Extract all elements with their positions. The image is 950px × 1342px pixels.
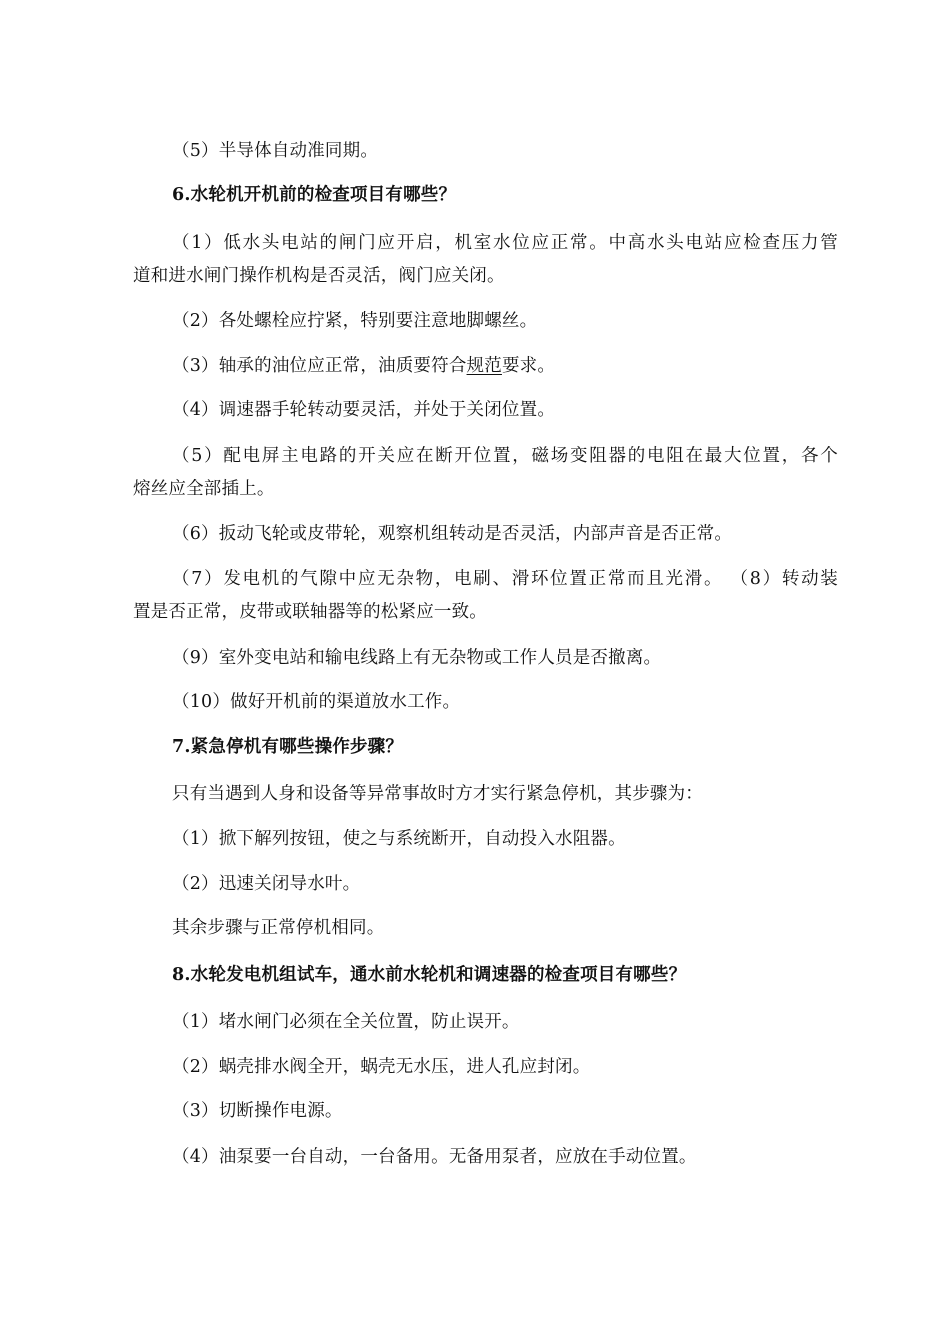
list-item: （4）油泵要一台自动，一台备用。无备用泵者，应放在手动位置。 [172, 1147, 697, 1167]
list-item-continuation: 熔丝应全部插上。 [133, 479, 275, 499]
paragraph: 只有当遇到人身和设备等异常事故时方才实行紧急停机，其步骤为： [172, 784, 703, 804]
list-item: （1）掀下解列按钮，使之与系统断开，自动投入水阻器。 [172, 829, 626, 849]
list-item [172, 356, 838, 376]
list-item: （1）低水头电站的闸门应开启，机室水位应正常。中高水头电站应检查压力管 [172, 233, 838, 253]
list-item: （9）室外变电站和输电线路上有无杂物或工作人员是否撤离。 [172, 648, 662, 668]
list-item-text: （3）轴承的油位应正常，油质要符合 [172, 356, 467, 376]
list-item-continuation: 置是否正常，皮带或联轴器等的松紧应一致。 [133, 602, 487, 622]
underlined-term: 规范 [466, 356, 502, 376]
list-item: （2）蜗壳排水阀全开，蜗壳无水压，进人孔应封闭。 [172, 1057, 591, 1077]
list-item: （6）扳动飞轮或皮带轮，观察机组转动是否灵活，内部声音是否正常。 [172, 524, 733, 544]
list-item: （5）半导体自动准同期。 [172, 141, 379, 161]
question-heading-7: 7.紧急停机有哪些操作步骤？ [172, 737, 404, 757]
question-heading-8: 8.水轮发电机组试车，通水前水轮机和调速器的检查项目有哪些？ [172, 965, 687, 985]
list-item: （2）各处螺栓应拧紧，特别要注意地脚螺丝。 [172, 311, 538, 331]
question-heading-6: 6.水轮机开机前的检查项目有哪些？ [172, 185, 457, 205]
list-item-text: 要求。 [501, 356, 556, 376]
list-item-continuation: 道和进水闸门操作机构是否灵活，阀门应关闭。 [133, 266, 505, 286]
list-item: （4）调速器手轮转动要灵活，并处于关闭位置。 [172, 400, 556, 420]
list-item: （10）做好开机前的渠道放水工作。 [172, 692, 461, 712]
list-item: （3）切断操作电源。 [172, 1101, 343, 1121]
list-item: （1）堵水闸门必须在全关位置，防止误开。 [172, 1012, 520, 1032]
list-item: （2）迅速关闭导水叶。 [172, 874, 361, 894]
list-item: （7）发电机的气隙中应无杂物，电刷、滑环位置正常而且光滑。 （8）转动装 [172, 569, 838, 589]
paragraph: 其余步骤与正常停机相同。 [172, 918, 385, 938]
list-item: （5）配电屏主电路的开关应在断开位置，磁场变阻器的电阻在最大位置，各个 [172, 446, 838, 466]
